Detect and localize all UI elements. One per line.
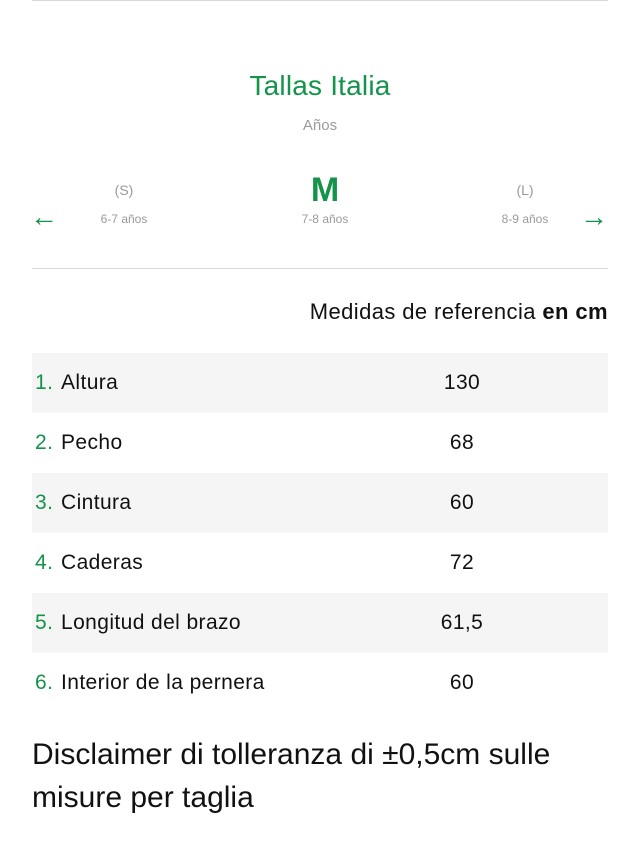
row-value: 61,5 xyxy=(440,611,484,634)
measurements-heading xyxy=(310,299,608,325)
row-value: 60 xyxy=(449,671,475,694)
row-value: 72 xyxy=(449,551,475,574)
row-value: 130 xyxy=(443,371,481,394)
row-label: Pecho xyxy=(61,431,123,454)
row-label: Cintura xyxy=(61,491,132,514)
size-years: 8-9 años xyxy=(501,212,549,226)
row-label: Altura xyxy=(61,371,119,394)
size-selector xyxy=(0,170,640,250)
section-divider xyxy=(32,268,608,269)
page-title: Tallas Italia xyxy=(249,70,391,101)
row-number: 6. xyxy=(35,671,54,694)
table-row xyxy=(32,653,608,713)
table-row xyxy=(32,593,608,653)
size-option-s[interactable] xyxy=(64,170,184,226)
measurements-heading-text: Medidas de referencia xyxy=(309,299,536,324)
table-row xyxy=(32,473,608,533)
row-number: 1. xyxy=(35,371,54,394)
row-label: Interior de la pernera xyxy=(61,671,265,694)
table-row xyxy=(32,533,608,593)
size-years: 6-7 años xyxy=(100,212,148,226)
size-option-l[interactable] xyxy=(465,170,585,226)
arrow-right-icon[interactable]: → xyxy=(580,201,608,232)
table-row xyxy=(32,413,608,473)
measurements-table xyxy=(32,353,608,713)
size-code: M xyxy=(310,171,340,209)
row-label: Longitud del brazo xyxy=(61,611,241,634)
tolerance-disclaimer: Disclaimer di tolleranza di ±0,5cm sulle misure per taglia xyxy=(32,738,551,814)
size-years: 7-8 años xyxy=(301,212,349,226)
row-value: 68 xyxy=(449,431,475,454)
size-option-m-selected[interactable] xyxy=(265,170,385,226)
top-divider xyxy=(32,0,608,1)
row-number: 4. xyxy=(35,551,54,574)
measurements-unit: en cm xyxy=(542,299,608,324)
row-value: 60 xyxy=(449,491,475,514)
row-number: 2. xyxy=(35,431,54,454)
table-row xyxy=(32,353,608,413)
size-code: (S) xyxy=(114,182,134,198)
row-number: 5. xyxy=(35,611,54,634)
page-subtitle: Años xyxy=(302,117,338,134)
size-code: (L) xyxy=(516,182,534,198)
row-number: 3. xyxy=(35,491,54,514)
arrow-left-icon[interactable]: ← xyxy=(30,201,58,232)
row-label: Caderas xyxy=(61,551,144,574)
